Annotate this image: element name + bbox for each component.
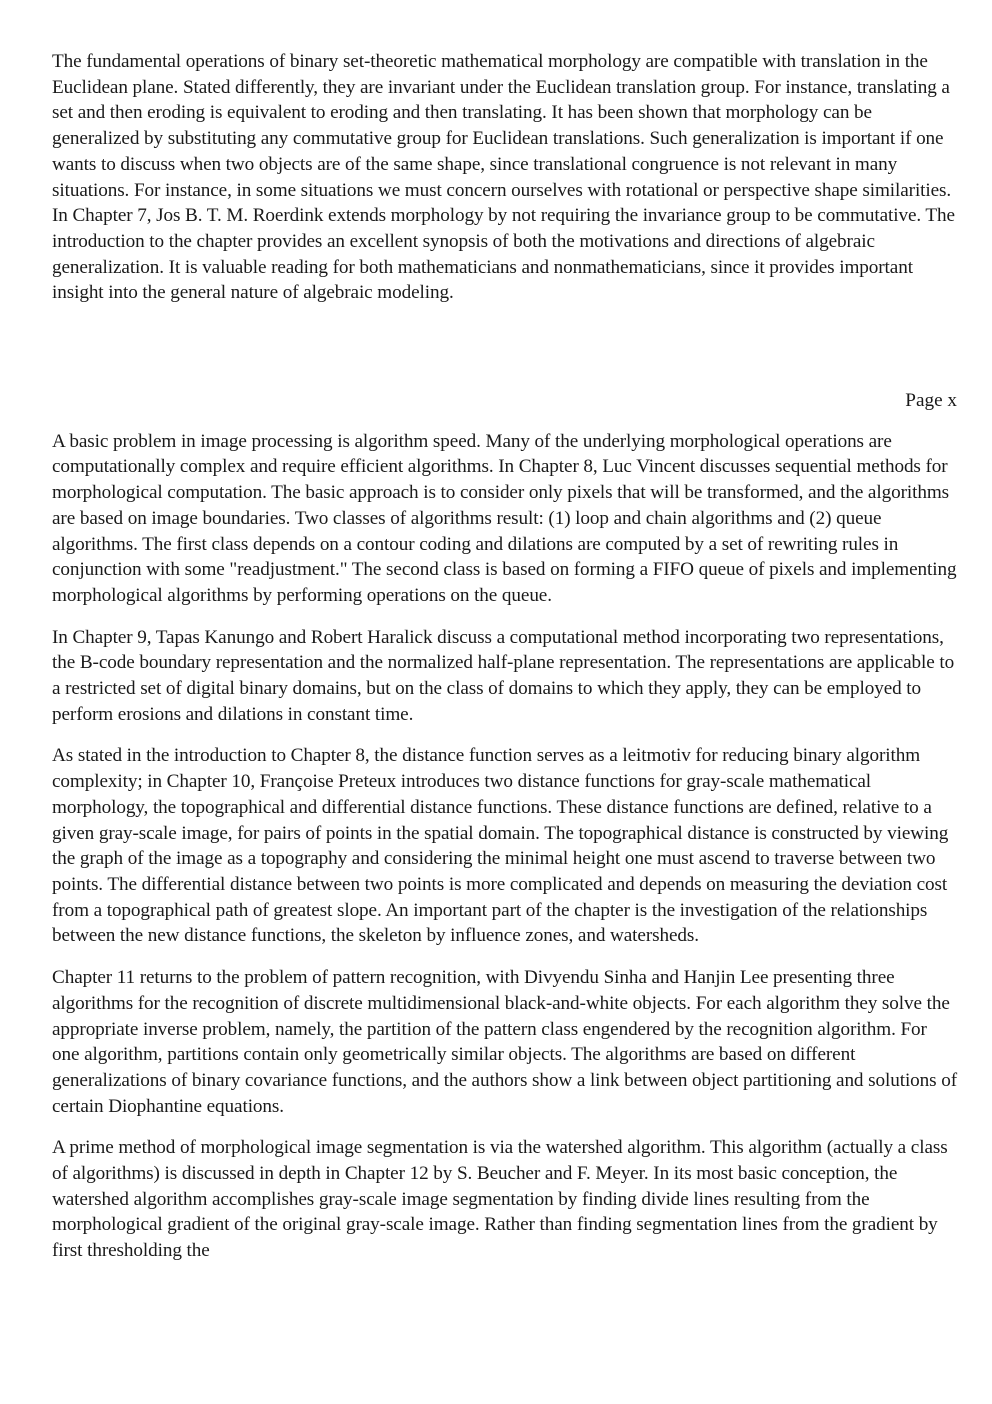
- document-page: [52, 49, 957, 1280]
- paragraph-chapter-12: A prime method of morphological image segmentation is via the watershed algorithm. This algorithm (actually a class of algorithms) is discussed in depth in Chapter 12 by S. Beucher and F. Meyer. In its most basic conception, the watershed algorithm accomplishes gray-scale image segmentation by finding divide lines resulting from the morphological gradient of the original gray-scale image. Rather than finding segmentation lines from the gradient by first thresholding the: [52, 1137, 948, 1262]
- paragraph-algorithm-speed: A basic problem in image processing is algorithm speed. Many of the underlying morphological operations are computationally complex and require efficient algorithms. In Chapter 8, Luc Vincent discusses sequential methods for morphological computation. The basic approach is to consider only pixels that will be transformed, and the algorithms are based on image boundaries. Two classes of algorithms result: (1) loop and chain algorithms and (2) queue algorithms. The first class depends on a contour coding and dilations are computed by a set of rewriting rules in conjunction with some "readjustment." The second class is based on forming a FIFO queue of pixels and implementing morphological algorithms by performing operations on the queue.: [52, 430, 957, 606]
- paragraph-chapter-11: Chapter 11 returns to the problem of pattern recognition, with Divyendu Sinha and Hanjin Lee presenting three algorithms for the recognition of discrete multidimensional black-and-white objects. For each algorithm they solve the appropriate inverse problem, namely, the partition of the pattern class engendered by the recognition algorithm. For one algorithm, partitions contain only geometrically similar objects. The algorithms are based on different generalizations of binary covariance functions, and the authors show a link between object partitioning and solutions of certain Diophantine equations.: [52, 967, 958, 1117]
- paragraph-chapter-10: As stated in the introduction to Chapter 8, the distance function serves as a leitmotiv for reducing binary algorithm complexity; in Chapter 10, Françoise Preteux introduces two distance functions for gray-scale mathematical morphology, the topographical and differential distance functions. These distance functions are defined, relative to a given gray-scale image, for pairs of points in the spatial domain. The topographical distance is constructed by viewing the graph of the image as a topography and considering the minimal height one must ascend to traverse between two points. The differential distance between two points is more complicated and depends on measuring the deviation cost from a topographical path of greatest slope. An important part of the chapter is the investigation of the relationships between the new distance functions, the skeleton by influence zones, and watersheds.: [52, 745, 949, 947]
- page-break-gap: [52, 322, 957, 388]
- paragraph-generalized-morphology: The fundamental operations of binary set-theoretic mathematical morphology are compatible with translation in the Euclidean plane. Stated differently, they are invariant under the Euclidean translation group. For instance, translating a set and then eroding is equivalent to eroding and then translating. It has been shown that morphology can be generalized by substituting any commutative group for Euclidean translations. Such generalization is important if one wants to discuss when two objects are of the same shape, since translational congruence is not relevant in many situations. For instance, in some situations we must concern ourselves with rotational or perspective shape similarities. In Chapter 7, Jos B. T. M. Roerdink extends morphology by not requiring the invariance group to be commutative. The introduction to the chapter provides an excellent synopsis of both the motivations and directions of algebraic generalization. It is valuable reading for both mathematicians and nonmathematicians, since it provides important insight into the general nature of algebraic modeling.: [52, 51, 955, 304]
- page-number-marker: Page x: [905, 390, 957, 412]
- paragraph-chapter-9: In Chapter 9, Tapas Kanungo and Robert Haralick discuss a computational method incorporating two representations, the B-code boundary representation and the normalized half-plane representation. The representations are applicable to a restricted set of digital binary domains, but on the class of domains to which they apply, they can be employed to perform erosions and dilations in constant time.: [52, 626, 955, 725]
